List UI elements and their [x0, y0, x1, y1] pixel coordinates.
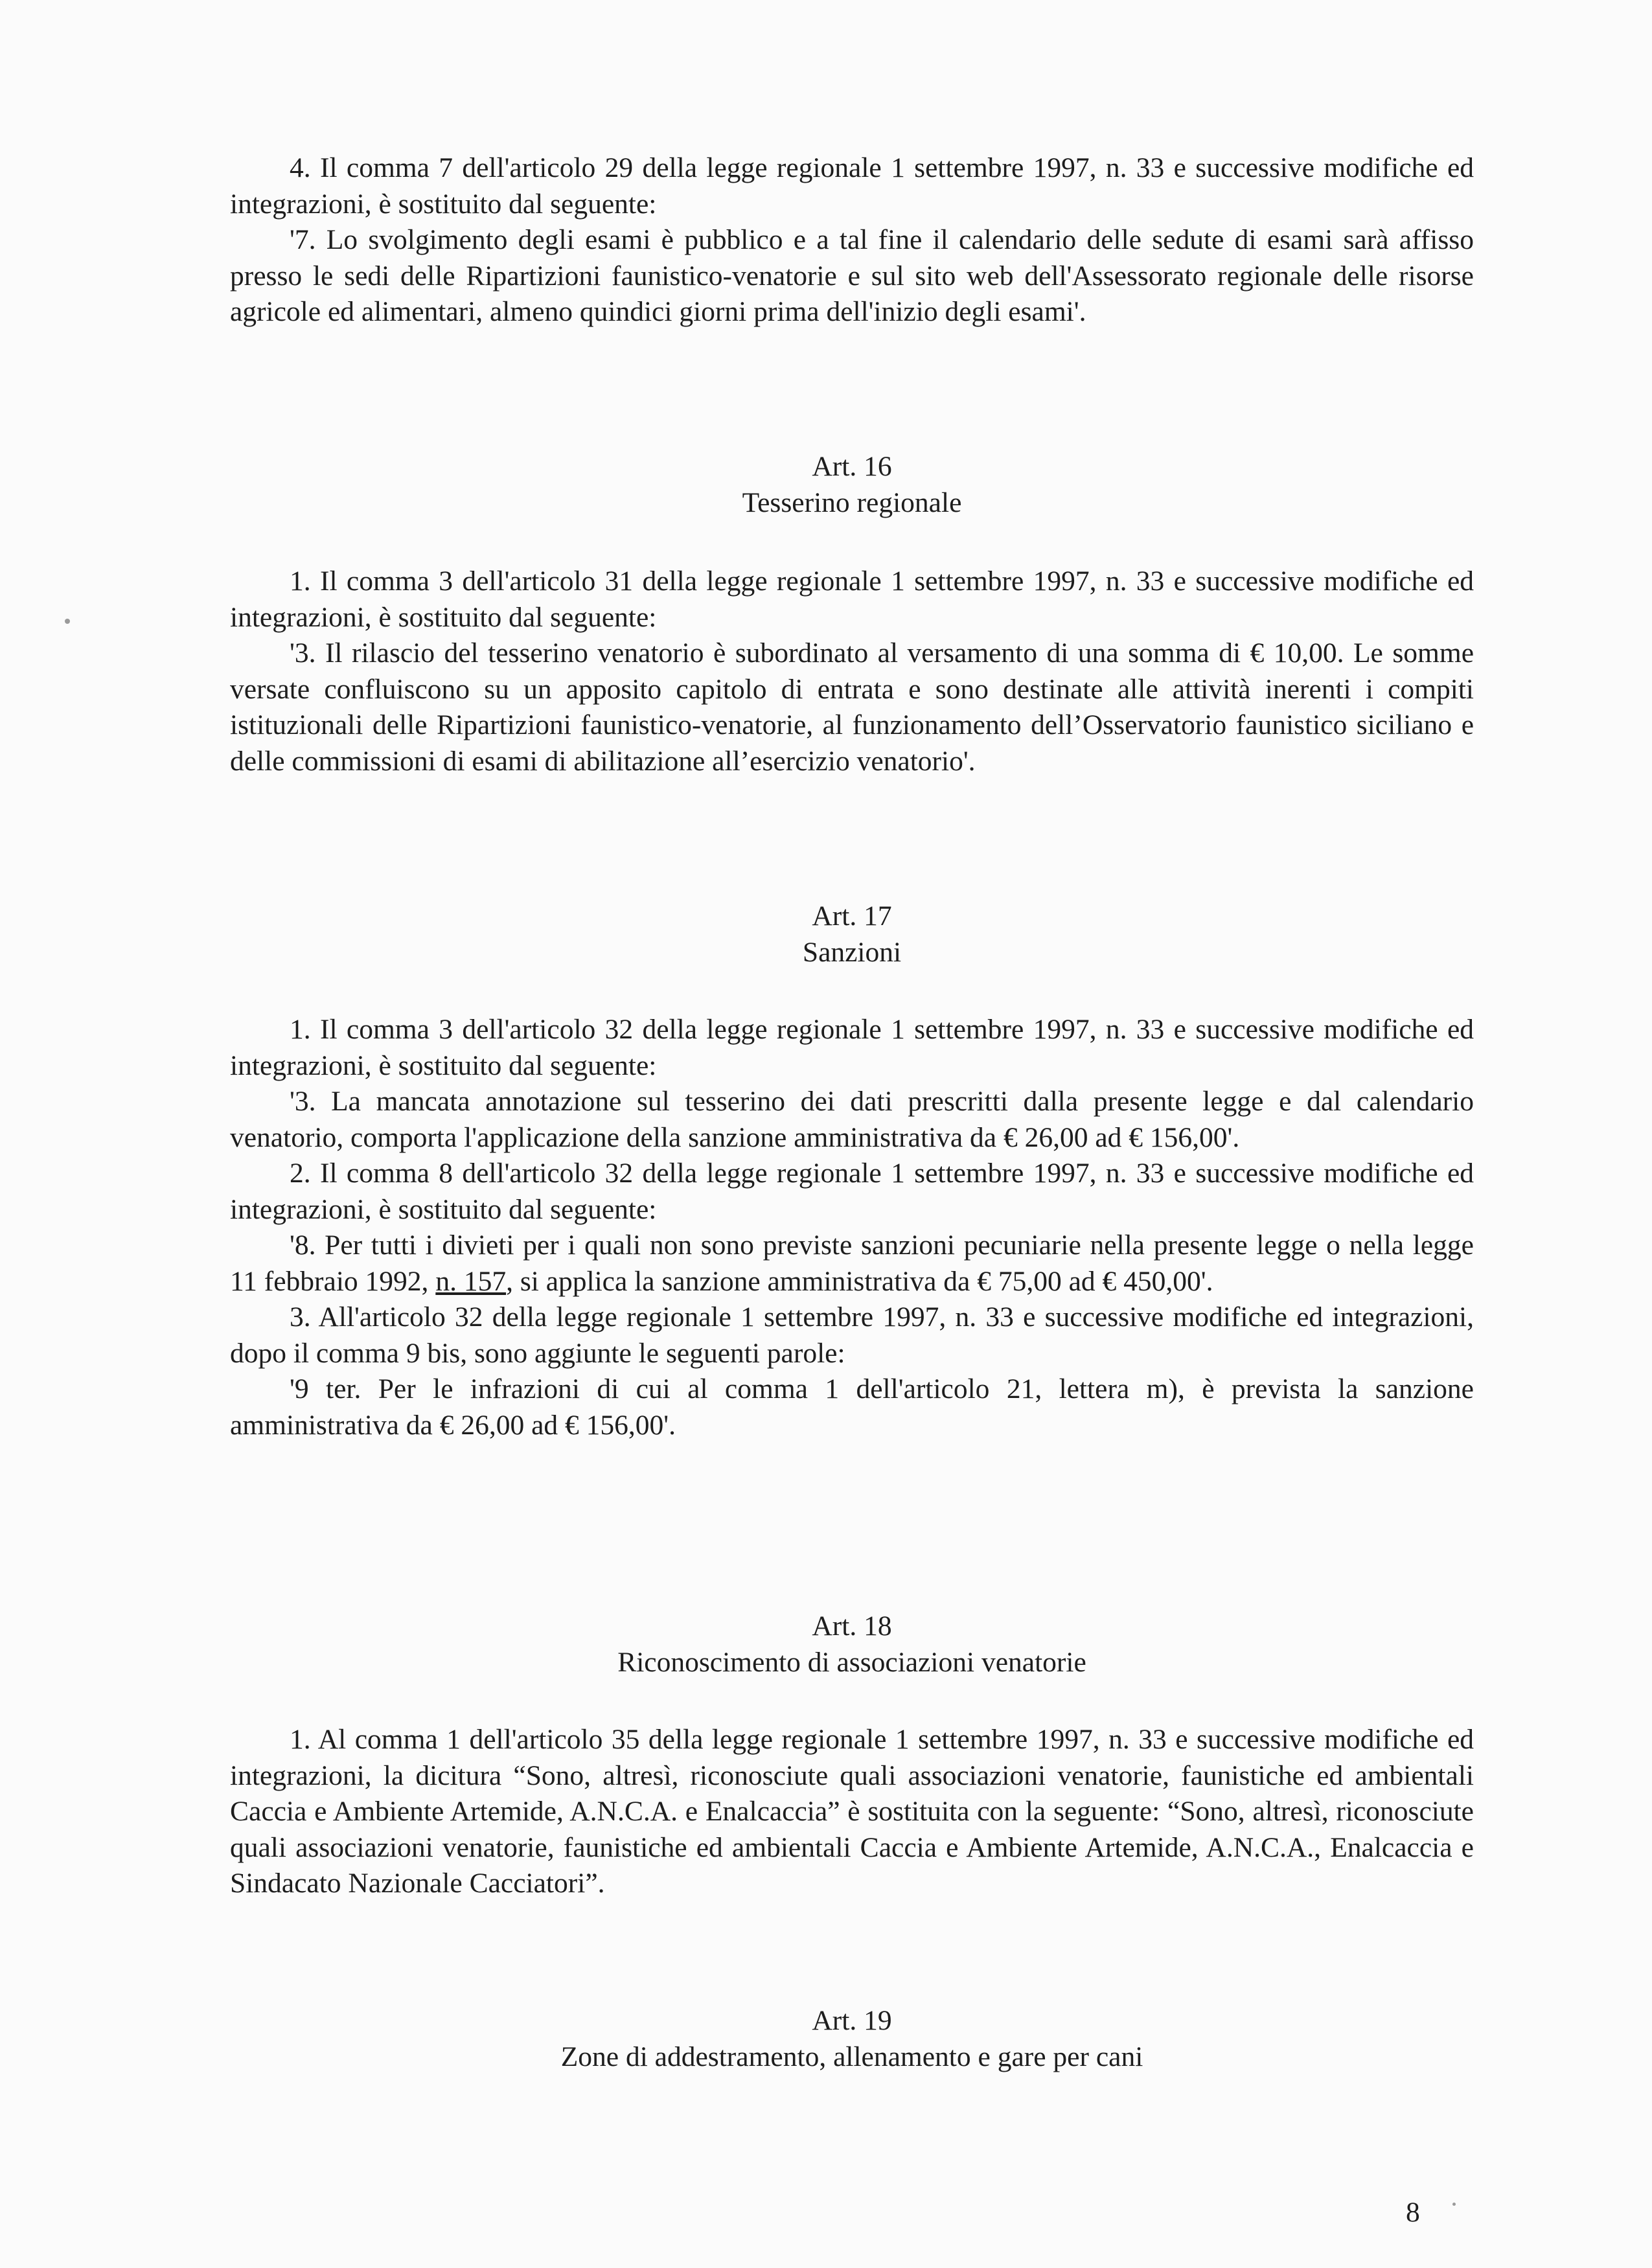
article-17-paragraph-1: 1. Il comma 3 dell'articolo 32 della legge regionale 1 settembre 1997, n. 33 e successive modifiche ed integrazioni, è sostituito dal seguente: [230, 1014, 1474, 1081]
article-17-number: Art. 17 [812, 900, 892, 932]
article-17-quote-8-text-a: '8. Per tutti i divieti per i quali non sono previste sanzioni pecuniarie nella presente legge o nella legge 11 febbraio 1992, [230, 1230, 1474, 1297]
article-17-paragraph-quote-8 [230, 1228, 1474, 1300]
article-18-title: Riconoscimento di associazioni venatorie [617, 1646, 1086, 1678]
article-18-paragraph-1: 1. Al comma 1 dell'articolo 35 della legge regionale 1 settembre 1997, n. 33 e successive modifiche ed integrazioni, la dicitura “Sono, altresì, riconosciute quali associazioni venatorie, faunistiche ed ambientali Caccia e Ambiente Artemide, A.N.C.A. e Enalcaccia” è sostituita con la seguente: “Sono, altresì, riconosciute quali associazioni venatorie, faunistiche ed ambientali Caccia e Ambiente Artemide, A.N.C.A., Enalcaccia e Sindacato Nazionale Cacciatori”. [230, 1724, 1474, 1899]
article-19-title: Zone di addestramento, allenamento e gare per cani [560, 2041, 1143, 2072]
article-19-number: Art. 19 [812, 2005, 892, 2036]
intro-paragraph-4: 4. Il comma 7 dell'articolo 29 della legge regionale 1 settembre 1997, n. 33 e successive modifiche ed integrazioni, è sostituito dal seguente: [230, 152, 1474, 220]
intro-paragraph-quote-7: '7. Lo svolgimento degli esami è pubblico e a tal fine il calendario delle sedute di esami sarà affisso presso le sedi delle Ripartizioni faunistico-venatorie e sul sito web dell'Assessorato regionale delle risorse agricole ed alimentari, almeno quindici giorni prima dell'inizio degli esami'. [230, 224, 1474, 327]
article-16-title: Tesserino regionale [742, 487, 962, 518]
article-17-paragraph-quote-9-ter: '9 ter. Per le infrazioni di cui al comma 1 dell'articolo 21, lettera m), è prevista la sanzione amministrativa da € 26,00 ad € 156,00'. [230, 1373, 1474, 1441]
page-number: 8 [1406, 2197, 1420, 2228]
law-157-link[interactable]: n. 157 [435, 1265, 507, 1297]
article-17-paragraph-3: 3. All'articolo 32 della legge regionale 1 settembre 1997, n. 33 e successive modifiche ed integrazioni, dopo il comma 9 bis, sono aggiunte le seguenti parole: [230, 1301, 1474, 1369]
article-16-heading [230, 449, 1474, 521]
article-18-number: Art. 18 [812, 1610, 892, 1642]
article-16-body [230, 564, 1474, 779]
article-18-body [230, 1722, 1474, 1902]
article-16-number: Art. 16 [812, 451, 892, 482]
article-17-paragraph-quote-3: '3. La mancata annotazione sul tesserino dei dati prescritti dalla presente legge e dal calendario venatorio, comporta l'applicazione della sanzione amministrativa da € 26,00 ad € 156,00'. [230, 1086, 1474, 1153]
article-17-body [230, 1012, 1474, 1443]
article-16-paragraph-1: 1. Il comma 3 dell'articolo 31 della legge regionale 1 settembre 1997, n. 33 e successive modifiche ed integrazioni, è sostituito dal seguente: [230, 566, 1474, 633]
intro-section [230, 150, 1474, 330]
article-18-heading [230, 1609, 1474, 1680]
article-16-paragraph-quote-3: '3. Il rilascio del tesserino venatorio è subordinato al versamento di una somma di € 10,00. Le somme versate confluiscono su un apposito capitolo di entrata e sono destinate alle attività inerenti i compiti istituzionali delle Ripartizioni faunistico-venatorie, al funzionamento dell’Osservatorio faunistico siciliano e delle commissioni di esami di abilitazione all’esercizio venatorio'. [230, 637, 1474, 777]
scan-speck [1452, 2203, 1456, 2206]
article-17-quote-8-text-b: , si applica la sanzione amministrativa da € 75,00 ad € 450,00'. [506, 1265, 1213, 1297]
article-17-heading [230, 899, 1474, 970]
article-19-heading [230, 2003, 1474, 2075]
article-17-title: Sanzioni [802, 936, 902, 968]
article-17-paragraph-2: 2. Il comma 8 dell'articolo 32 della legge regionale 1 settembre 1997, n. 33 e successive modifiche ed integrazioni, è sostituito dal seguente: [230, 1158, 1474, 1225]
scan-speck [65, 619, 70, 624]
